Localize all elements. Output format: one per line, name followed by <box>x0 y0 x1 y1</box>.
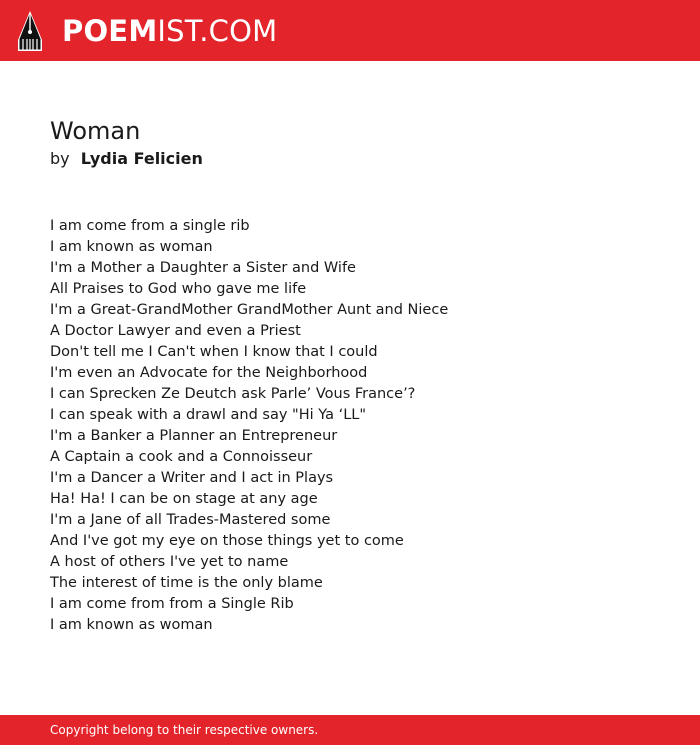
site-footer <box>0 715 700 745</box>
poem-line: I'm a Dancer a Writer and I act in Plays <box>50 470 334 486</box>
poem-line: I am come from a single rib <box>50 218 250 234</box>
poem-content <box>50 116 650 636</box>
poem-line: Don't tell me I Can't when I know that I could <box>50 344 378 360</box>
poem-line: A Captain a cook and a Connoisseur <box>50 449 313 465</box>
poem-line: I am come from from a Single Rib <box>50 596 294 612</box>
poem-line: The interest of time is the only blame <box>50 575 323 591</box>
poem-line: All Praises to God who gave me life <box>50 281 307 297</box>
poem-line: I'm a Great-GrandMother GrandMother Aunt and Niece <box>50 302 449 318</box>
poem-line: I am known as woman <box>50 239 213 255</box>
poem-title: Woman <box>50 117 141 145</box>
copyright-text: Copyright belong to their respective owners. <box>50 723 319 737</box>
poem-line: Ha! Ha! I can be on stage at any age <box>50 491 318 507</box>
poem-line: And I've got my eye on those things yet to come <box>50 533 404 549</box>
poem-line: I'm a Banker a Planner an Entrepreneur <box>50 428 338 444</box>
logo-text-light: IST.COM <box>157 13 278 48</box>
poem-line: I'm even an Advocate for the Neighborhood <box>50 365 368 381</box>
author-link[interactable]: Lydia Felicien <box>80 149 203 168</box>
byline <box>50 148 650 170</box>
site-logo-text <box>62 13 278 48</box>
poem-body <box>50 216 650 636</box>
poem-line: I can speak with a drawl and say "Hi Ya ‘LL" <box>50 407 367 423</box>
site-logo-link[interactable] <box>16 10 277 52</box>
poem-line: I'm a Jane of all Trades-Mastered some <box>50 512 331 528</box>
poem-line: I can Sprecken Ze Deutch ask Parle’ Vous France’? <box>50 386 416 402</box>
poem-line: I'm a Mother a Daughter a Sister and Wife <box>50 260 356 276</box>
byline-label: by <box>50 149 70 168</box>
poem-line: A host of others I've yet to name <box>50 554 289 570</box>
poem-line: A Doctor Lawyer and even a Priest <box>50 323 301 339</box>
site-header <box>0 0 700 61</box>
logo-text-bold: POEM <box>62 13 158 48</box>
poem-line: I am known as woman <box>50 617 213 633</box>
pen-nib-icon <box>16 10 44 52</box>
